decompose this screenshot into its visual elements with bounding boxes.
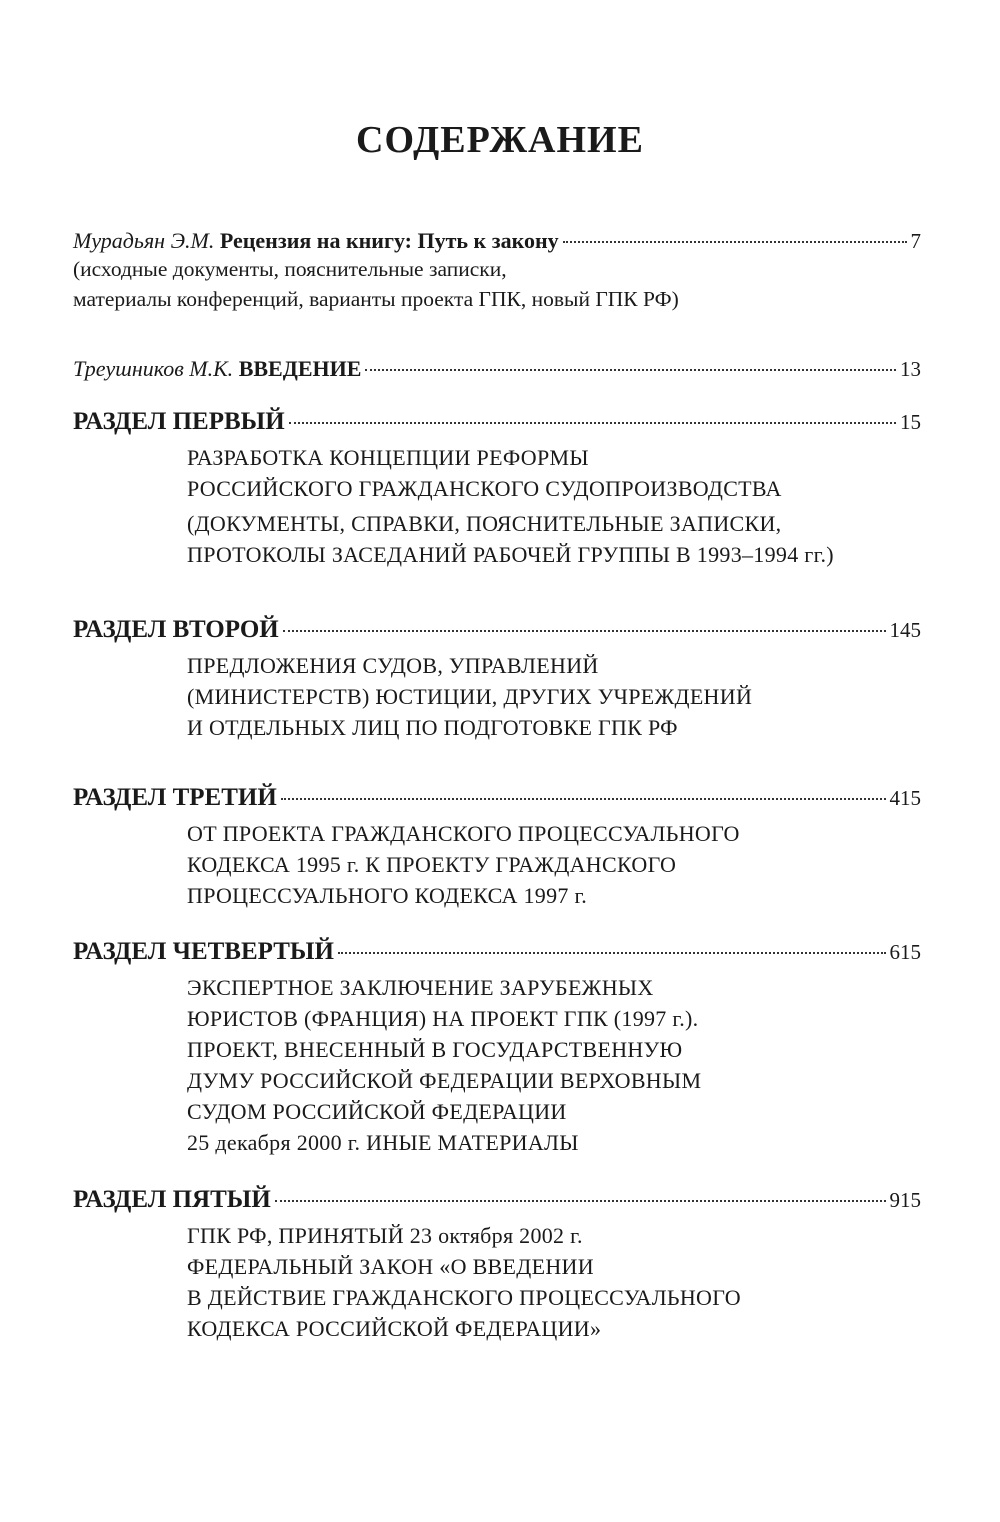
section-heading: РАЗДЕЛ ПЕРВЫЙ: [73, 408, 285, 435]
section-page-number: 615: [889, 940, 921, 964]
section-heading: РАЗДЕЛ ПЯТЫЙ: [73, 1186, 271, 1213]
description-line: РАЗРАБОТКА КОНЦЕПЦИИ РЕФОРМЫ: [187, 445, 589, 470]
dot-leader: [338, 952, 886, 954]
description-line: КОДЕКСА РОССИЙСКОЙ ФЕДЕРАЦИИ»: [187, 1316, 602, 1341]
section-heading: РАЗДЕЛ ЧЕТВЕРТЫЙ: [73, 938, 334, 965]
toc-section-2[interactable]: [73, 616, 921, 743]
entry-note-line: (исходные документы, пояснительные записки,: [73, 257, 507, 281]
section-page-number: 15: [900, 410, 921, 434]
description-line: (ДОКУМЕНТЫ, СПРАВКИ, ПОЯСНИТЕЛЬНЫЕ ЗАПИСКИ,: [187, 511, 782, 536]
section-description: [187, 1220, 921, 1344]
description-line: ДУМУ РОССИЙСКОЙ ФЕДЕРАЦИИ ВЕРХОВНЫМ: [187, 1068, 702, 1093]
entry-author: Мурадьян Э.М.: [73, 228, 215, 253]
dot-leader: [563, 241, 907, 243]
entry-heading: ВВЕДЕНИЕ: [238, 356, 362, 381]
section-description: [187, 650, 921, 743]
toc-section-5[interactable]: [73, 1186, 921, 1344]
description-line: 25 декабря 2000 г. ИНЫЕ МАТЕРИАЛЫ: [187, 1130, 579, 1155]
section-page-number: 915: [889, 1188, 921, 1212]
toc-section-4[interactable]: [73, 938, 921, 1158]
section-page-number: 145: [889, 618, 921, 642]
toc-section-3[interactable]: [73, 784, 921, 911]
section-heading: РАЗДЕЛ ВТОРОЙ: [73, 616, 279, 643]
dot-leader: [283, 630, 886, 632]
description-line: ПРОЦЕССУАЛЬНОГО КОДЕКСА 1997 г.: [187, 883, 588, 908]
section-heading: РАЗДЕЛ ТРЕТИЙ: [73, 784, 277, 811]
description-line: В ДЕЙСТВИЕ ГРАЖДАНСКОГО ПРОЦЕССУАЛЬНОГО: [187, 1285, 741, 1310]
description-line: РОССИЙСКОГО ГРАЖДАНСКОГО СУДОПРОИЗВОДСТВА: [187, 476, 782, 501]
description-line: ГПК РФ, ПРИНЯТЫЙ 23 октября 2002 г.: [187, 1223, 583, 1248]
description-line: ПРЕДЛОЖЕНИЯ СУДОВ, УПРАВЛЕНИЙ: [187, 653, 599, 678]
description-line: ЮРИСТОВ (ФРАНЦИЯ) НА ПРОЕКТ ГПК (1997 г.).: [187, 1006, 699, 1031]
toc-section-1[interactable]: [73, 408, 921, 570]
entry-author: Треушников М.К.: [73, 356, 234, 381]
section-description: [187, 818, 921, 911]
toc-entry-intro[interactable]: [73, 356, 921, 382]
description-line: СУДОМ РОССИЙСКОЙ ФЕДЕРАЦИИ: [187, 1099, 567, 1124]
entry-heading: Рецензия на книгу: Путь к закону: [219, 228, 559, 253]
entry-note-line: материалы конференций, варианты проекта ГПК, новый ГПК РФ): [73, 287, 679, 311]
dot-leader: [289, 422, 896, 424]
description-line: КОДЕКСА 1995 г. К ПРОЕКТУ ГРАЖДАНСКОГО: [187, 852, 677, 877]
section-description: [187, 442, 921, 570]
section-page-number: 415: [889, 786, 921, 810]
entry-page-number: 13: [900, 357, 921, 381]
page-title: СОДЕРЖАНИЕ: [356, 119, 644, 161]
description-line: ФЕДЕРАЛЬНЫЙ ЗАКОН «О ВВЕДЕНИИ: [187, 1254, 594, 1279]
description-line: ПРОТОКОЛЫ ЗАСЕДАНИЙ РАБОЧЕЙ ГРУППЫ В 1993–1994 гг.): [187, 542, 834, 567]
description-line: (МИНИСТЕРСТВ) ЮСТИЦИИ, ДРУГИХ УЧРЕЖДЕНИЙ: [187, 684, 753, 709]
dot-leader: [281, 798, 886, 800]
description-line: И ОТДЕЛЬНЫХ ЛИЦ ПО ПОДГОТОВКЕ ГПК РФ: [187, 715, 678, 740]
description-line: ЭКСПЕРТНОЕ ЗАКЛЮЧЕНИЕ ЗАРУБЕЖНЫХ: [187, 975, 654, 1000]
toc-entry-review[interactable]: [73, 228, 921, 314]
description-line: ПРОЕКТ, ВНЕСЕННЫЙ В ГОСУДАРСТВЕННУЮ: [187, 1037, 683, 1062]
dot-leader: [275, 1200, 886, 1202]
entry-page-number: 7: [910, 229, 921, 253]
section-description: [187, 972, 921, 1158]
dot-leader: [365, 369, 896, 371]
description-line: ОТ ПРОЕКТА ГРАЖДАНСКОГО ПРОЦЕССУАЛЬНОГО: [187, 821, 740, 846]
